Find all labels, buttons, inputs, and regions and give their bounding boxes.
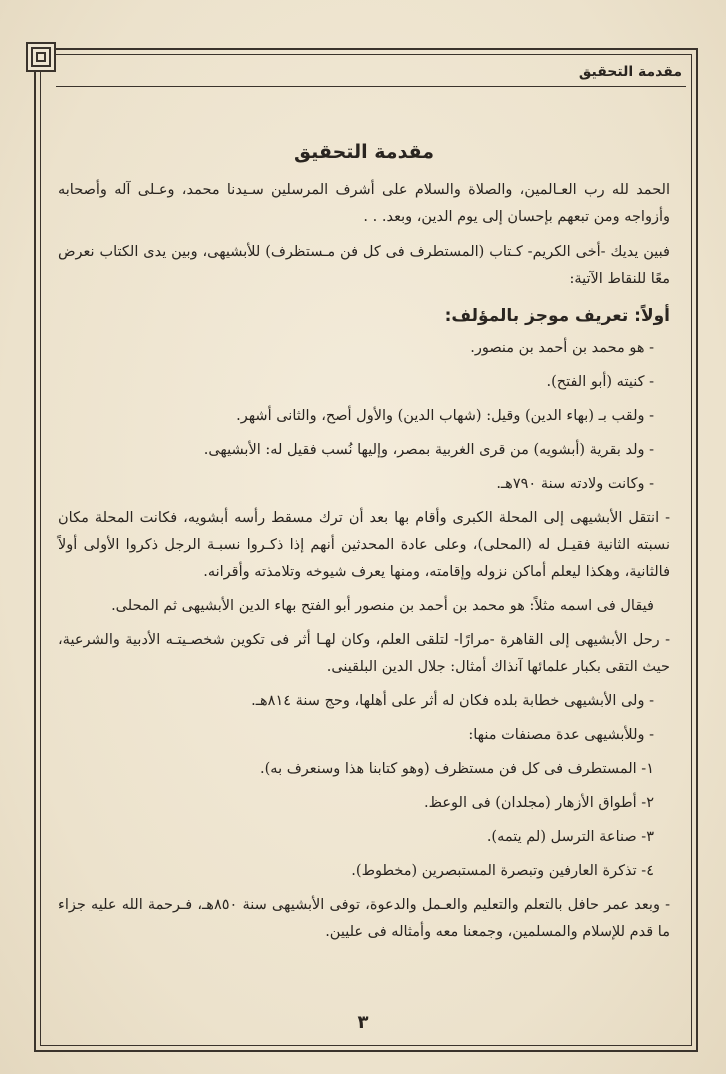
list-item: فيقال فى اسمه مثلاً: هو محمد بن أحمد بن منصور أبو الفتح بهاء الدين الأبشيهى ثم المحلى. — [111, 598, 654, 614]
intro-paragraph: الحمد لله رب العـالمين، والصلاة والسلام على أشرف المرسلين سـيدنا محمد، وعـلى آله وأصحابه وأزواجه ومن تبعهم بإحسان إلى يوم الدين، وبعد. . . — [58, 182, 670, 225]
list-item: - ولقب بـ (بهاء الدين) وقيل: (شهاب الدين) والأول أصح، والثانى أشهر. — [236, 408, 654, 424]
list-item: ٣- صناعة الترسل (لم يتمه). — [486, 829, 654, 845]
list-item: - رحل الأبشيهى إلى القاهرة -مرارًا- لتلقى العلم، وكان لهـا أثر فى تكوين شخصـيتـه الأدبية والشرعية، حيث التقى بكبار علمائها آنذاك أمثال: جلال الدين البلقينى. — [58, 632, 670, 675]
running-header — [56, 62, 686, 90]
list-item: - كنيته (أبو الفتح). — [546, 374, 654, 390]
corner-ornament-icon — [26, 42, 56, 72]
list-item: - وللأبشيهى عدة مصنفات منها: — [468, 727, 654, 743]
chapter-title: مقدمة التحقيق — [294, 141, 434, 163]
list-item: ٤- تذكرة العارفين وتبصرة المستبصرين (مخطوط). — [351, 863, 654, 879]
list-item: - ولى الأبشيهى خطابة بلده فكان له أثر على أهلها، وحج سنة ٨١٤هـ. — [251, 693, 654, 709]
list-item: - وكانت ولادته سنة ٧٩٠هـ. — [496, 476, 654, 492]
list-item: - ولد بقرية (أبشويه) من قرى الغربية بمصر، وإليها نُسب فقيل له: الأبشيهى. — [203, 442, 654, 458]
header-rule — [56, 86, 686, 87]
running-header-title: مقدمة التحقيق — [578, 64, 682, 80]
page-content — [58, 135, 670, 953]
list-item: ١- المستطرف فى كل فن مستظرف (وهو كتابنا هذا وسنعرف به). — [260, 761, 654, 777]
list-item: - وبعد عمر حافل بالتعلم والتعليم والعـمل والدعوة، توفى الأبشيهى سنة ٨٥٠هـ، فـرحمة الله عليه جزاء ما قدم للإسلام والمسلمين، وجمعنا معه وأمثاله فى عليين. — [58, 897, 671, 940]
section-heading: أولاً: تعريف موجز بالمؤلف: — [444, 306, 670, 326]
list-item: - انتقل الأبشيهى إلى المحلة الكبرى وأقام بها بعد أن ترك مسقط رأسه أبشويه، فكانت المحلة مكان نسبته الثانية فقيـل له (المحلى)، وعلى عادة المحدثين أنهم إذا ذكـروا نسبـة الرجل ذكروا الأولى أولاً فالثانية، وهكذا ليعلم أماكن نزوله وإقامته، ومنها يعرف شيوخه وتلامذته وأقرانه. — [58, 510, 670, 580]
list-item: ٢- أطواق الأزهار (مجلدان) فى الوعظ. — [424, 795, 654, 811]
intro-paragraph: فبين يديك -أخى الكريم- كـتاب (المستطرف فى كل فن مـستظرف) للأبشيهى، وبين يدى الكتاب نعرض معًا للنقاط الآتية: — [58, 244, 670, 287]
list-item: - هو محمد بن أحمد بن منصور. — [470, 340, 654, 356]
page-number: ٣ — [357, 1012, 369, 1033]
